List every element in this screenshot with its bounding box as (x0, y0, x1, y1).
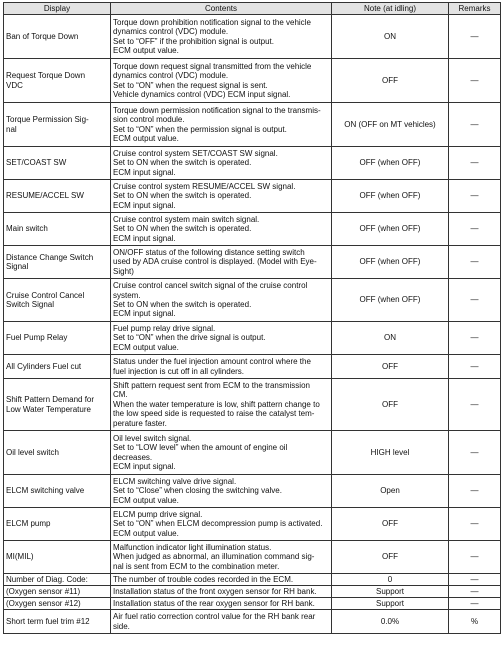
remarks-cell: — (449, 475, 501, 508)
contents-cell-line: ECM output value. (113, 45, 179, 55)
header-remarks: Remarks (449, 3, 501, 15)
table-row (4, 180, 501, 213)
table-row (4, 103, 501, 147)
contents-cell-line: ECM output value. (113, 133, 179, 143)
remarks-cell: — (449, 15, 501, 59)
contents-cell-line: Vehicle dynamics control (VDC) ECM input signal. (113, 89, 291, 99)
display-cell (4, 279, 111, 322)
contents-cell-line: Set to “ON” when the permission signal is output. (113, 124, 287, 134)
display-cell-line: VDC (6, 80, 23, 90)
contents-cell (111, 598, 332, 610)
contents-cell-line: Set to “ON” when the drive signal is output. (113, 333, 266, 343)
display-cell (4, 147, 111, 180)
note-cell: OFF (when OFF) (332, 213, 449, 246)
contents-cell-line: fuel injection is cut off in all cylinders. (113, 366, 245, 376)
contents-cell (111, 610, 332, 634)
table-row (4, 475, 501, 508)
display-cell (4, 598, 111, 610)
contents-cell (111, 379, 332, 431)
table-row (4, 541, 501, 574)
note-cell: ON (332, 15, 449, 59)
contents-cell-line: Cruise control system main switch signal. (113, 214, 260, 224)
contents-cell-line: ECM input signal. (113, 167, 176, 177)
contents-cell-line: system. (113, 290, 141, 300)
table-row (4, 431, 501, 475)
table-row (4, 246, 501, 279)
table-row (4, 508, 501, 541)
table-row (4, 322, 501, 355)
display-cell (4, 475, 111, 508)
contents-cell-line: the low speed side is requested to raise the catalyst tem- (113, 409, 315, 419)
contents-cell-line: Cruise control system SET/COAST SW signal. (113, 148, 278, 158)
contents-cell-line: Installation status of the rear oxygen sensor for RH bank. (113, 598, 315, 608)
display-cell-line: Low Water Temperature (6, 404, 91, 414)
remarks-cell: — (449, 59, 501, 103)
note-cell: OFF (332, 541, 449, 574)
display-cell-line: Torque Permission Sig- (6, 115, 89, 125)
contents-cell-line: Shift pattern request sent from ECM to the transmission (113, 380, 310, 390)
display-cell-line: Shift Pattern Demand for (6, 395, 95, 405)
contents-cell (111, 322, 332, 355)
table-header-row (4, 3, 501, 15)
display-cell-line: Request Torque Down (6, 71, 86, 81)
note-cell: Open (332, 475, 449, 508)
remarks-cell: — (449, 180, 501, 213)
contents-cell (111, 246, 332, 279)
contents-cell-line: dynamics control (VDC) module. (113, 71, 229, 81)
note-cell: OFF (when OFF) (332, 147, 449, 180)
contents-cell (111, 147, 332, 180)
display-cell-line: RESUME/ACCEL SW (6, 191, 84, 201)
display-cell-line: nal (6, 124, 17, 134)
note-cell: HIGH level (332, 431, 449, 475)
remarks-cell: — (449, 586, 501, 598)
contents-cell (111, 508, 332, 541)
display-cell-line: ELCM switching valve (6, 486, 85, 496)
table-body (4, 15, 501, 634)
contents-cell-line: side. (113, 621, 130, 631)
note-cell: OFF (when OFF) (332, 246, 449, 279)
contents-cell-line: nal is sent from ECM to the combination meter. (113, 561, 280, 571)
contents-cell-line: Cruise control system RESUME/ACCEL SW signal. (113, 181, 296, 191)
contents-cell-line: Set to ON when the switch is operated. (113, 191, 252, 201)
contents-cell-line: perature faster. (113, 418, 167, 428)
table-row (4, 379, 501, 431)
display-cell-line: Ban of Torque Down (6, 31, 79, 41)
contents-cell-line: ECM input signal. (113, 461, 176, 471)
display-cell-line: Fuel Pump Relay (6, 333, 68, 343)
display-cell-line: Number of Diag. Code: (6, 574, 88, 584)
display-cell-line: ELCM pump (6, 519, 51, 529)
note-cell: ON (OFF on MT vehicles) (332, 103, 449, 147)
display-cell-line: MI(MIL) (6, 552, 34, 562)
contents-cell-line: Set to “ON” when ELCM decompression pump is activated. (113, 519, 323, 529)
contents-cell-line: The number of trouble codes recorded in the ECM. (113, 574, 294, 584)
contents-cell-line: ELCM switching valve drive signal. (113, 476, 237, 486)
contents-cell-line: Set to “OFF” if the prohibition signal is output. (113, 36, 274, 46)
note-cell: OFF (332, 379, 449, 431)
remarks-cell: — (449, 355, 501, 379)
table-row (4, 610, 501, 634)
table-row (4, 355, 501, 379)
contents-cell (111, 541, 332, 574)
table-row (4, 586, 501, 598)
display-cell-line: SET/COAST SW (6, 158, 67, 168)
display-cell (4, 508, 111, 541)
note-cell: Support (332, 586, 449, 598)
header-note: Note (at idling) (332, 3, 449, 15)
display-cell-line: Oil level switch (6, 447, 59, 457)
contents-cell-line: Status under the fuel injection amount control where the (113, 357, 311, 367)
remarks-cell: — (449, 598, 501, 610)
display-cell-line: Signal (6, 262, 29, 271)
note-cell: 0.0% (332, 610, 449, 634)
display-cell-line: Switch Signal (6, 300, 55, 309)
display-cell (4, 610, 111, 634)
remarks-cell: — (449, 322, 501, 355)
table-row (4, 279, 501, 322)
display-cell (4, 586, 111, 598)
contents-cell-line: When the water temperature is low, shift pattern change to (113, 399, 320, 409)
contents-cell-line: CM. (113, 390, 128, 400)
contents-cell-line: Set to ON when the switch is operated. (113, 300, 252, 309)
remarks-cell: — (449, 246, 501, 279)
contents-cell-line: Sight) (113, 266, 134, 276)
remarks-cell: — (449, 508, 501, 541)
display-cell-line: Short term fuel trim #12 (6, 616, 90, 626)
display-cell-line: (Oxygen sensor #12) (6, 598, 81, 608)
contents-cell-line: Set to “Close” when closing the switching valve. (113, 486, 282, 496)
contents-cell (111, 15, 332, 59)
contents-cell-line: ECM output value. (113, 342, 179, 352)
contents-cell-line: Oil level switch signal. (113, 433, 192, 443)
note-cell: ON (332, 322, 449, 355)
contents-cell (111, 279, 332, 322)
remarks-cell: — (449, 279, 501, 322)
display-cell (4, 322, 111, 355)
contents-cell-line: dynamics control (VDC) module. (113, 27, 229, 37)
display-cell (4, 15, 111, 59)
contents-cell-line: Installation status of the front oxygen sensor for RH bank. (113, 586, 317, 596)
note-cell: OFF (332, 59, 449, 103)
contents-cell (111, 475, 332, 508)
contents-cell-line: ECM output value. (113, 495, 179, 505)
contents-cell (111, 213, 332, 246)
display-cell (4, 379, 111, 431)
contents-cell-line: Set to ON when the switch is operated. (113, 158, 252, 168)
contents-cell-line: Set to “ON” when the request signal is sent. (113, 80, 268, 90)
contents-cell-line: Torque down request signal transmitted from the vehicle (113, 61, 312, 71)
table-row (4, 59, 501, 103)
display-cell (4, 213, 111, 246)
contents-cell-line: ECM input signal. (113, 309, 176, 319)
contents-cell-line: When judged as abnormal, an illumination command sig- (113, 552, 315, 562)
header-contents: Contents (111, 3, 332, 15)
display-cell (4, 541, 111, 574)
table-row (4, 15, 501, 59)
display-cell-line: Cruise Control Cancel (6, 290, 85, 300)
remarks-cell: — (449, 147, 501, 180)
note-cell: OFF (when OFF) (332, 180, 449, 213)
note-cell: Support (332, 598, 449, 610)
display-cell (4, 246, 111, 279)
contents-cell-line: decreases. (113, 452, 153, 462)
data-monitor-table (3, 2, 501, 634)
display-cell (4, 180, 111, 213)
display-cell-line: Main switch (6, 224, 48, 234)
contents-cell-line: ELCM pump drive signal. (113, 509, 203, 519)
remarks-cell: — (449, 213, 501, 246)
contents-cell-line: Set to “LOW level” when the amount of engine oil (113, 443, 288, 453)
remarks-cell: % (449, 610, 501, 634)
note-cell: OFF (when OFF) (332, 279, 449, 322)
display-cell (4, 574, 111, 586)
contents-cell-line: ECM input signal. (113, 200, 176, 210)
display-cell (4, 59, 111, 103)
contents-cell (111, 103, 332, 147)
table-row (4, 574, 501, 586)
remarks-cell: — (449, 574, 501, 586)
contents-cell-line: Fuel pump relay drive signal. (113, 323, 216, 333)
table-row (4, 598, 501, 610)
contents-cell-line: Air fuel ratio correction control value for the RH bank rear (113, 612, 316, 622)
remarks-cell: — (449, 103, 501, 147)
display-cell-line: (Oxygen sensor #11) (6, 586, 81, 596)
contents-cell-line: Malfunction indicator light illumination status. (113, 542, 272, 552)
contents-cell-line: Set to ON when the switch is operated. (113, 224, 252, 234)
contents-cell-line: Torque down prohibition notification signal to the vehicle (113, 17, 311, 27)
display-cell-line: Distance Change Switch (6, 252, 94, 262)
table-row (4, 213, 501, 246)
contents-cell-line: used by ADA cruise control is displayed. (Model with Eye- (113, 257, 317, 267)
contents-cell-line: ECM output value. (113, 528, 179, 538)
table-row (4, 147, 501, 180)
remarks-cell: — (449, 541, 501, 574)
contents-cell (111, 59, 332, 103)
contents-cell-line: ON/OFF status of the following distance setting switch (113, 247, 305, 257)
note-cell: 0 (332, 574, 449, 586)
remarks-cell: — (449, 431, 501, 475)
display-cell-line: All Cylinders Fuel cut (6, 361, 82, 371)
contents-cell-line: ECM input signal. (113, 233, 176, 243)
display-cell (4, 355, 111, 379)
remarks-cell: — (449, 379, 501, 431)
display-cell (4, 103, 111, 147)
note-cell: OFF (332, 355, 449, 379)
contents-cell (111, 431, 332, 475)
display-cell (4, 431, 111, 475)
contents-cell (111, 355, 332, 379)
contents-cell-line: Cruise control cancel switch signal of the cruise control (113, 281, 308, 291)
contents-cell (111, 574, 332, 586)
contents-cell (111, 180, 332, 213)
contents-cell-line: sion control module. (113, 115, 185, 125)
contents-cell (111, 586, 332, 598)
note-cell: OFF (332, 508, 449, 541)
contents-cell-line: Torque down permission notification signal to the transmis- (113, 105, 321, 115)
header-display: Display (4, 3, 111, 15)
